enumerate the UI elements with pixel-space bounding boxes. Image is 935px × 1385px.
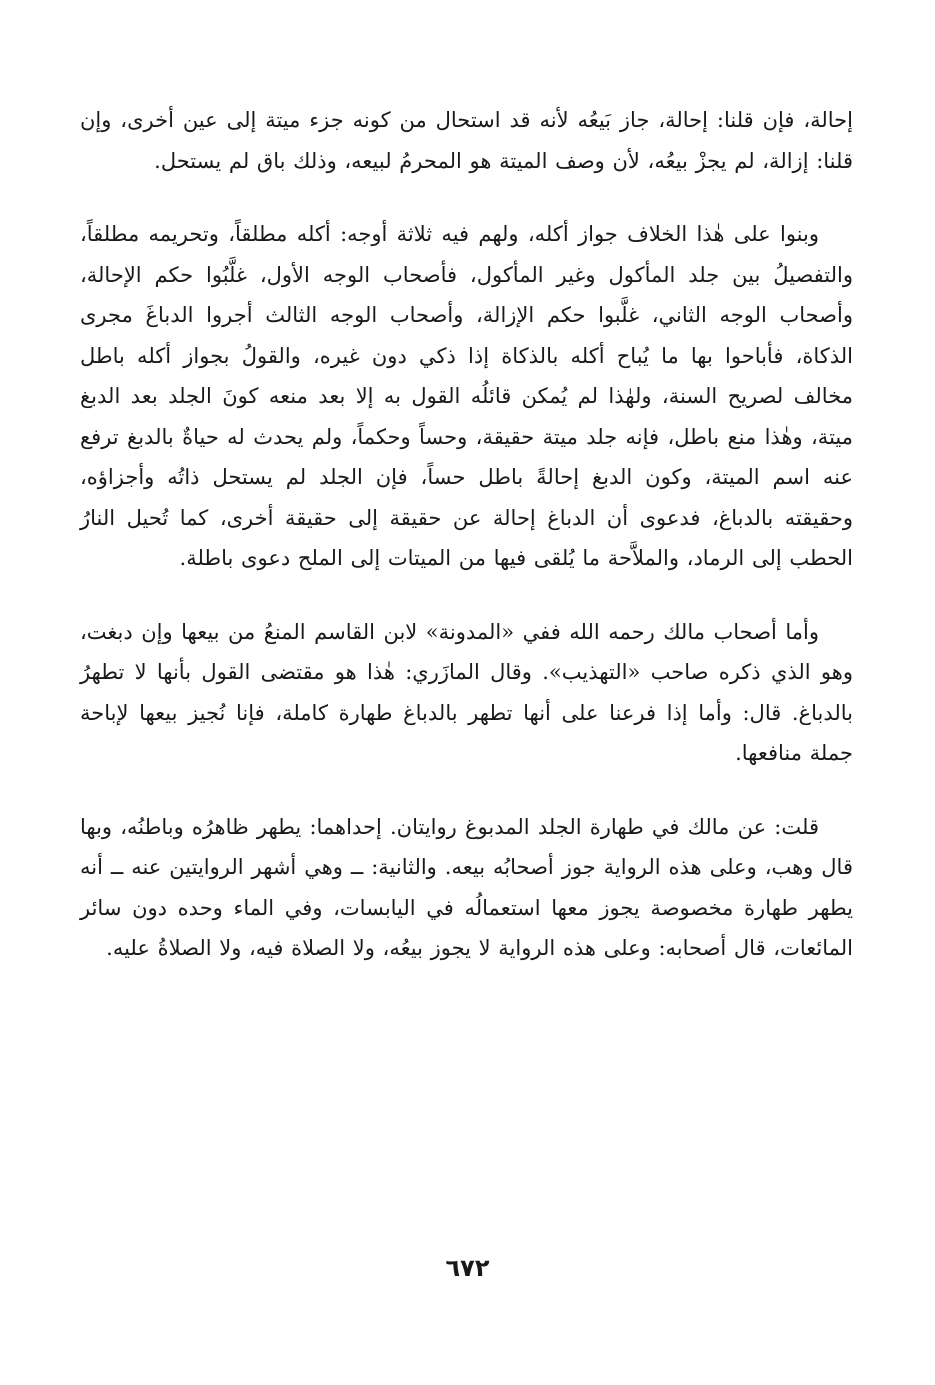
paragraph-3: وأما أصحاب مالك رحمه الله ففي «المدونة» لابن القاسم المنعُ من بيعها وإن دبغت، وهو الذي ذكره صاحب «التهذيب». وقال المازَري: هٰذا هو مقتضى القول بأنها لا تطهرُ بالدباغ. قال: وأما إذا فرعنا على أنها تطهر بالدباغ طهارة كاملة، فإنا نُجيز بيعها لإباحة جملة منافعها. [80,619,853,765]
page-body [80,100,853,1280]
paragraph-1: إحالة، فإن قلنا: إحالة، جاز بَيعُه لأنه قد استحال من كونه جزء ميتة إلى عين أخرى، وإن قلنا: إزالة، لم يجزْ بيعُه، لأن وصف الميتة هو المحرمُ لبيعه، وذلك باق لم يستحل. [80,108,853,173]
page-number: ٦٧٢ [445,1254,490,1282]
paragraph-2: وبنوا على هٰذا الخلاف جواز أكله، ولهم فيه ثلاثة أوجه: أكله مطلقاً، وتحريمه مطلقاً، والتفصيلُ بين جلد المأكول وغير المأكول، فأصحاب الوجه الأول، غلَّبُوا حكم الإحالة، وأصحاب الوجه الثاني، غلَّبوا حكم الإزالة، وأصحاب الوجه الثالث أجروا الدباغَ مجرى الذكاة، فأباحوا بها ما يُباح أكله بالذكاة إذا ذكي دون غيره، والقولُ بجواز أكله باطل مخالف لصريح السنة، ولهٰذا لم يُمكن قائلُه القول به إلا بعد منعه كونَ الجلد بعد الدبغ ميتة، وهٰذا منع باطل، فإنه جلد ميتة حقيقة، وحساً وحكماً، ولم يحدث له حياةٌ بالدبغ ترفع عنه اسم الميتة، وكون الدبغ إحالةً باطل حساً، فإن الجلد لم يستحل ذاتُه وأجزاؤه، وحقيقته بالدباغ، فدعوى أن الدباغ إحالة عن حقيقة إلى حقيقة أخرى، كما تُحيل النارُ الحطب إلى الرماد، والملاَّحة ما يُلقى فيها من الميتات إلى الملح دعوى باطلة. [80,222,853,570]
paragraph-4: قلت: عن مالك في طهارة الجلد المدبوغ روايتان. إحداهما: يطهر ظاهرُه وباطنُه، وبها قال وهب، وعلى هذه الرواية جوز أصحابُه بيعه. والثانية: ــ وهي أشهر الروايتين عنه ــ أنه يطهر طهارة مخصوصة يجوز معها استعمالُه في اليابسات، وفي الماء وحده دون سائر المائعات، قال أصحابه: وعلى هذه الرواية لا يجوز بيعُه، ولا الصلاة فيه، ولا الصلاةُ عليه. [80,814,853,960]
